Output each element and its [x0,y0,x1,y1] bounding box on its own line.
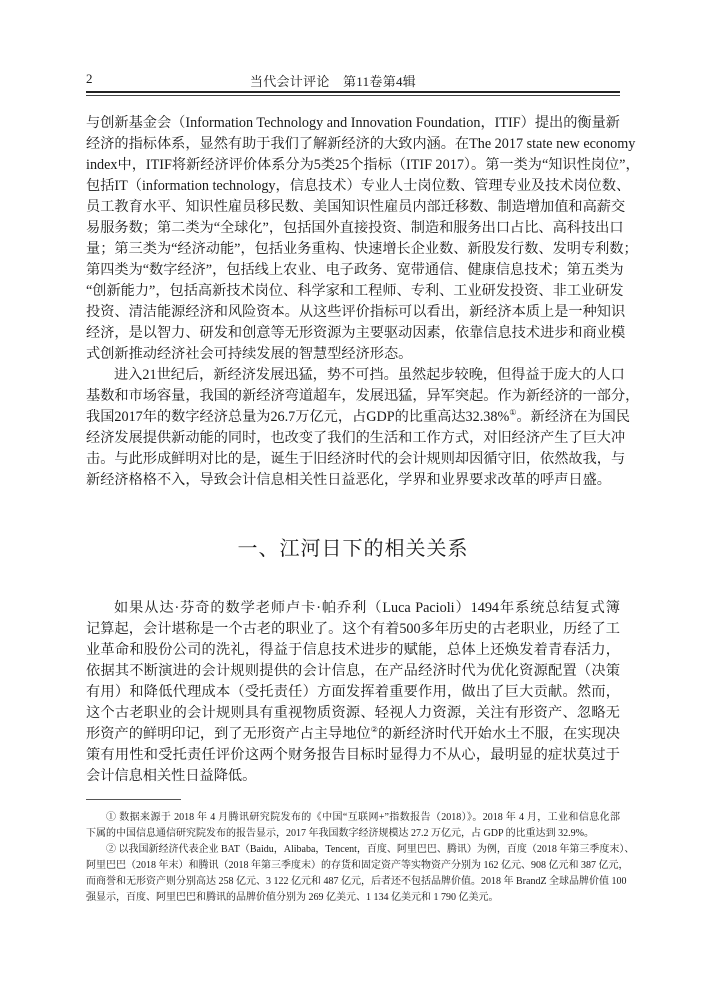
footnote-marker[interactable]: ① [509,408,517,417]
footnote [86,810,620,842]
text-line: 投资、清洁能源经济和风险资本。从这些评价指标可以看出，新经济本质上是一种知识 [86,304,626,320]
text-line: 击。与此形成鲜明对比的是，诞生于旧经济时代的会计规则却因循守旧，依然故我，与 [86,451,626,467]
text-line: 基数和市场容量，我国的新经济弯道超车，发展迅猛，异军突起。作为新经济的一部分， [86,388,640,404]
text-line: 新经济格格不入，导致会计信息相关性日益恶化，学界和业界要求改革的呼声日盛。 [86,472,611,488]
text-line: 量；第三类为“经济动能”，包括业务重构、快速增长企业数、新股发行数、发明专利数； [86,241,638,257]
text-line: 第四类为“数字经济”，包括线上农业、电子政务、宽带通信、健康信息技术；第五类为 [86,262,624,278]
text-line: 会计信息相关性日益降低。 [86,768,257,784]
text-line: 业革命和股份公司的洗礼，得益于信息技术进步的赋能，总体上还焕发着青春活力， [86,642,620,658]
text-line: 这个古老职业的会计规则具有重视物质资源、轻视人力资源，关注有形资产、忽略无 [86,705,620,721]
text-line: 下属的中国信息通信研究院发布的报告显示，2017 年我国数字经济规模达 27.2 万亿元，占 GDP 的比重达到 32.9%。 [86,828,594,839]
text-line: 有用）和降低代理成本（受托责任）方面发挥着重要作用，做出了巨大贡献。然而， [86,684,620,700]
text-line: 式创新推动经济社会可持续发展的智慧型经济形态。 [86,346,413,362]
footnote-rule [86,799,181,800]
footnote-marker[interactable]: ② [370,725,378,734]
footnote [86,842,635,906]
text-line: ① 数据来源于 2018 年 4 月腾讯研究院发布的《中国“互联网+”指数报告（2018）》。2018 年 4 月，工业和信息化部 [106,812,620,823]
text-line: 经济的指标体系，显然有助于我们了解新经济的大致内涵。在The 2017 state new economy [86,136,636,152]
paragraph [86,598,620,787]
running-header: 当代会计评论 第11卷第4辑 [249,74,417,89]
text-line: 易服务数；第二类为“全球化”，包括国外直接投资、制造和服务出口占比、高科技出口 [86,220,624,236]
text-line: “创新能力”，包括高新技术岗位、科学家和工程师、专利、工业研发投资、非工业研发 [86,283,624,299]
text-line: 经济发展提供新动能的同时，也改变了我们的生活和工作方式，对旧经济产生了巨大冲 [86,430,626,446]
text-line: 如果从达·芬奇的数学老师卢卡·帕乔利（Luca Pacioli）1494年系统总结复式簿 [114,600,620,616]
text-line [86,407,630,428]
text-line: 包括IT（information technology，信息技术）专业人士岗位数、管理专业及技术岗位数、 [86,178,631,194]
header-rule [86,91,620,93]
text-line: 依据其不断演进的会计规则提供的会计信息，在产品经济时代为优化资源配置（决策 [86,663,620,679]
text-line: ② 以我国新经济代表企业 BAT（Baidu，Alibaba，Tencent，百度、阿里巴巴、腾讯）为例，百度（2018 年第三季度末）、 [106,844,635,855]
line-text: 我国2017年的数字经济总量为26.7万亿元，占GDP的比重高达32.38% [86,409,510,425]
footnotes [86,810,635,906]
line-text: 形资产的鲜明印记，到了无形资产占主导地位 [86,726,371,742]
text-line: 阿里巴巴（2018 年末）和腾讯（2018 年第三季度末）的存货和固定资产等实物资产分别为 162 亿元、908 亿元和 387 亿元， [86,860,629,871]
text-line: 而商誉和无形资产则分别高达 258 亿元、3 122 亿元和 487 亿元，后者还不包括品牌价值。2018 年 BrandZ 全球品牌价值 100 [86,876,627,887]
paragraph [86,113,640,365]
text-line: 强显示，百度、阿里巴巴和腾讯的品牌价值分别为 269 亿美元、1 134 亿美元和 1 790 亿美元。 [86,892,499,903]
page-number: 2 [86,71,93,86]
line-text: 。新经济在为国民 [516,409,630,425]
line-text: 的新经济时代开始水土不服，在实现决 [378,726,620,742]
text-line [86,724,620,745]
text-line: index中，ITIF将新经济评价体系分为5类25个指标（ITIF 2017）。第一类为“知识性岗位”， [86,157,640,173]
section-body-text [86,598,620,787]
body-text [86,113,640,491]
text-line: 进入21世纪后，新经济发展迅猛，势不可挡。虽然起步较晚，但得益于庞大的人口 [114,367,625,383]
text-line: 策有用性和受托责任评价这两个财务报告目标时显得力不从心，最明显的症状莫过于 [86,747,620,763]
section-heading: 一、江河日下的相关关系 [237,538,469,560]
text-line: 员工教育水平、知识性雇员移民数、美国知识性雇员内部迁移数、制造增加值和高薪交 [86,199,626,215]
text-line: 与创新基金会（Information Technology and Innovation Foundation，ITIF）提出的衡量新 [86,115,620,131]
text-line: 经济，是以智力、研发和创意等无形资源为主要驱动因素，依靠信息技术进步和商业模 [86,325,626,341]
header-rule-thin [86,95,620,96]
paragraph [86,365,640,491]
text-line: 记算起，会计堪称是一个古老的职业了。这个有着500多年历史的古老职业，历经了工 [86,621,620,637]
